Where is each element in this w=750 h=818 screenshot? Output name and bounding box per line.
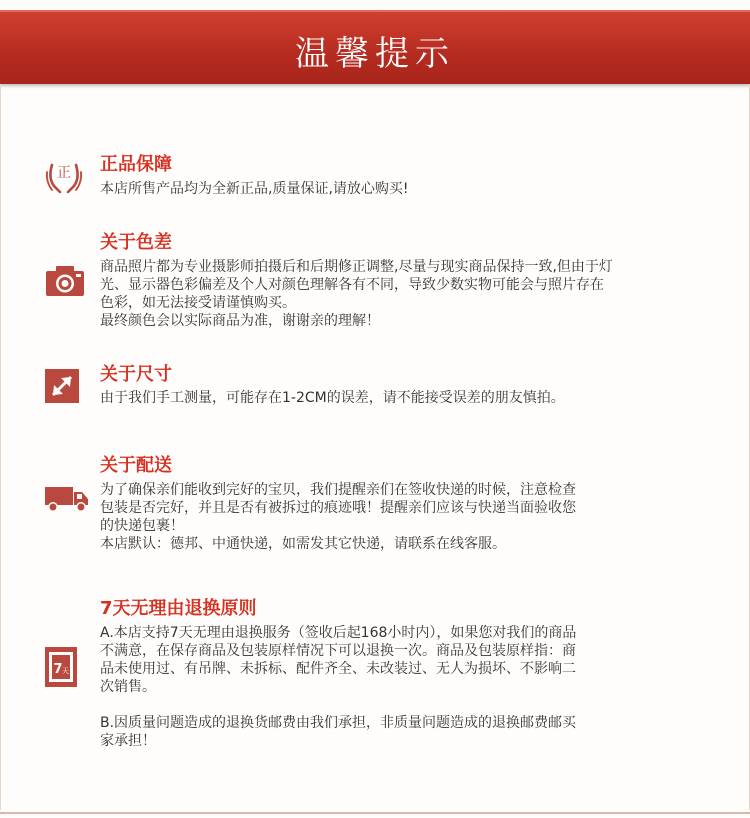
section-body [100,481,712,553]
body-line: 由于我们手工测量，可能存在1-2CM的误差，请不能接受误差的朋友慎拍。 [100,390,565,406]
seven-glyph: 7 [53,662,63,677]
resize-arrow-icon [44,368,80,408]
delivery-truck-icon [44,485,90,517]
body-line: 光、显示器色彩偏差及个人对颜色理解各有不同，导致少数实物可能会与照片存在 [100,277,604,293]
body-line: 本店默认：德邦、中通快递，如需发其它快递，请联系在线客服。 [100,536,506,552]
body-line: 色彩，如无法接受请谨慎购买。 [100,295,296,311]
section-heading: 关于尺寸 [100,364,172,385]
section-heading: 关于配送 [100,455,172,476]
section-heading: 正品保障 [100,154,172,175]
camera-icon [44,264,86,302]
body-line: 本店所售产品均为全新正品,质量保证,请放心购买! [100,181,409,197]
day-glyph: 天 [62,667,69,675]
body-line: 最终颜色会以实际商品为准，谢谢亲的理解！ [100,313,380,329]
body-line: 不满意，在保存商品及包装原样情况下可以退换一次。商品及包装原样指：商 [100,643,576,659]
body-line: 为了确保亲们能收到完好的宝贝，我们提醒亲们在签收快递的时候，注意检查 [100,482,576,498]
body-line: 家承担！ [100,733,156,749]
body-line: 包装是否完好，并且是否有被拆过的痕迹哦！提醒亲们应该与快递当面验收您 [100,500,576,516]
section-heading: 关于色差 [100,232,172,253]
seven-day-calendar-icon [44,646,78,692]
section-body [100,180,712,198]
body-line: A.本店支持7天无理由退换服务（签收后起168小时内），如果您对我们的商品 [100,625,577,641]
section-body [100,258,712,330]
header-banner [0,10,750,84]
section-body [100,389,712,407]
body-line: 品未使用过、有吊牌、未拆标、配件齐全、未改装过、无人为损坏、不影响二 [100,661,576,677]
page-title: 温馨提示 [295,34,455,74]
bottom-divider [0,812,750,814]
hands-genuine-icon [44,158,84,202]
body-line: B.因质量问题造成的退换货邮费由我们承担，非质量问题造成的退换邮费邮买 [100,715,577,731]
paragraph-spacer [100,696,712,714]
genuine-glyph: 正 [57,165,71,181]
body-line: 次销售。 [100,679,156,695]
section-heading: 7天无理由退换原则 [100,598,257,619]
section-body [100,624,712,750]
body-line: 的快递包裹！ [100,518,184,534]
body-line: 商品照片都为专业摄影师拍摄后和后期修正调整,尽量与现实商品保持一致,但由于灯 [100,259,613,275]
